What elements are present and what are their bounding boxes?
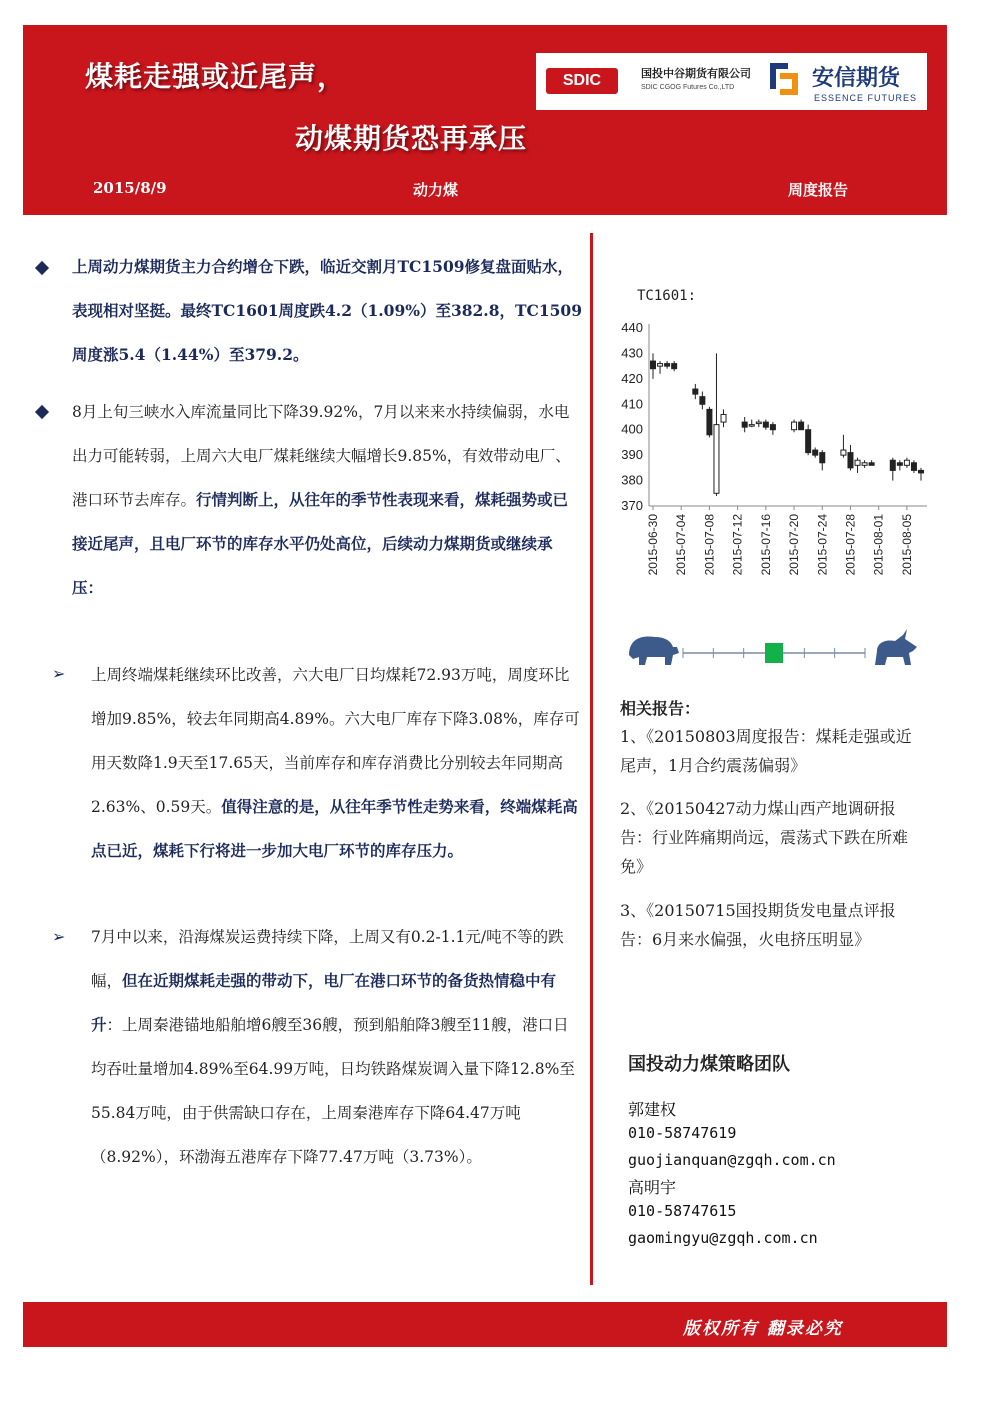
contact-email[interactable]: gaomingyu@zgqh.com.cn (628, 1229, 818, 1247)
candle-body (693, 389, 698, 394)
sentiment-marker (765, 643, 783, 663)
analysis-paragraph (72, 390, 577, 610)
candle-body (862, 463, 867, 466)
arrow-bullet-icon: ➢ (52, 664, 66, 683)
y-tick-label: 370 (621, 498, 643, 513)
candle-body (707, 409, 712, 434)
y-tick-label: 440 (621, 320, 643, 335)
x-tick-label: 2015-07-08 (702, 514, 717, 576)
essence-logo-cn: 安信期货 (812, 66, 901, 91)
report-category: 动力煤 (413, 181, 459, 199)
report-title-line2: 动煤期货恐再承压 (295, 122, 528, 155)
analysis-judgement: 行情判断上，从往年的季节性表现来看，煤耗强势或已接近尾声，且电厂环节的库存水平仍处高位，后续动力煤期货或继续承压： (72, 490, 569, 597)
candle-body (714, 425, 719, 494)
diamond-bullet-icon (35, 261, 49, 275)
analysis-text: 8月上旬三峡水入库流量同比下降39.92%，7月以来来水持续偏弱，水电出力可能转弱，上周六大电厂煤耗继续大幅增长9.85%，有效带动电厂、港口环节去库存。 (72, 403, 571, 509)
sdic-logo-en: SDIC CGOG Futures Co.,LTD (641, 84, 735, 91)
candle-body (890, 460, 895, 470)
y-tick-label: 430 (621, 345, 643, 361)
related-report-3[interactable]: 3、《20150715国投期货发电量点评报告：6月来水偏强，火电挤压明显》 (620, 901, 896, 949)
candle-body (799, 422, 804, 430)
x-tick-label: 2015-07-20 (787, 514, 802, 576)
candle-body (672, 364, 677, 369)
candle-body (651, 361, 656, 369)
related-reports-title: 相关报告： (620, 699, 701, 718)
bear-icon (629, 637, 679, 665)
sub-point-1 (91, 653, 581, 873)
summary-text: 上周动力煤期货主力合约增仓下跌，临近交割月TC1509修复盘面贴水，表现相对坚挺。最终TC1601周度跌4.2（1.09%）至382.8，TC1509周度涨5.4（1.44%）至379.2。 (72, 257, 583, 364)
candle-body (806, 430, 811, 453)
sub-point-2-text-a: 7月中以来，沿海煤炭运费持续下降，上周又有0.2-1.1元/吨不等的跌幅， (91, 928, 564, 990)
x-tick-label: 2015-06-30 (646, 514, 660, 576)
y-tick-label: 420 (621, 370, 643, 386)
candlestick-plot (597, 280, 932, 610)
sdic-logo-cn: 国投中谷期货有限公司 (641, 67, 751, 80)
page-footer (23, 1302, 947, 1347)
sentiment-scale (625, 625, 920, 675)
bull-icon (875, 629, 917, 665)
candle-body (911, 463, 916, 471)
candle-body (763, 422, 768, 427)
summary-paragraph (72, 245, 582, 377)
essence-logo (760, 53, 927, 110)
candle-body (855, 460, 860, 465)
candle-body (848, 453, 853, 468)
candle-body (792, 422, 797, 430)
y-tick-label: 410 (621, 396, 643, 412)
arrow-bullet-icon: ➢ (52, 927, 66, 946)
candle-body (869, 463, 874, 466)
x-tick-label: 2015-08-05 (899, 514, 914, 576)
team-title: 国投动力煤策略团队 (628, 1054, 790, 1075)
x-tick-label: 2015-07-28 (843, 514, 858, 576)
sdic-logo-mark: SDIC (546, 68, 618, 94)
x-tick-label: 2015-07-04 (674, 514, 689, 576)
contact-name: 高明宇 (628, 1178, 677, 1197)
candle-body (742, 422, 747, 427)
column-divider (590, 233, 593, 1285)
sub-point-2-emphasis: 但在近期煤耗走强的带动下，电厂在港口环节的备货热情稳中有升 (91, 971, 557, 1034)
x-tick-label: 2015-07-24 (815, 514, 830, 576)
candle-body (749, 425, 754, 427)
candle-body (700, 397, 705, 405)
y-tick-label: 400 (621, 421, 643, 437)
copyright-notice: 版权所有 翻录必究 (683, 1319, 843, 1339)
chart-title: TC1601: (637, 288, 697, 304)
contact-phone: 010-58747619 (628, 1124, 737, 1142)
diamond-bullet-icon (35, 405, 49, 419)
market-sentiment-indicator (625, 625, 920, 675)
sub-point-1-emphasis: 值得注意的是，从往年季节性走势来看，终端煤耗高点已近，煤耗下行将进一步加大电厂环节的库存压力。 (91, 797, 578, 860)
contact-email[interactable]: guojianquan@zgqh.com.cn (628, 1151, 836, 1169)
candle-body (756, 422, 761, 424)
y-tick-label: 380 (621, 472, 643, 488)
candle-body (770, 425, 775, 430)
essence-logo-en: ESSENCE FUTURES (814, 93, 918, 103)
tc1601-chart (597, 280, 932, 610)
sub-point-1-text: 上周终端煤耗继续环比改善，六大电厂日均煤耗72.93万吨，周度环比增加9.85%，较去年同期高4.89%。六大电厂库存下降3.08%，库存可用天数降1.9天至17.65天，当前库存和库存消费比分别较去年同期高2.63%、0.59天。 (91, 666, 580, 816)
related-report-1[interactable]: 1、《20150803周度报告：煤耗走强或近尾声，1月合约震荡偏弱》 (620, 727, 912, 775)
candle-body (721, 414, 726, 422)
report-type: 周度报告 (788, 181, 849, 199)
essence-logo-icon (766, 59, 802, 99)
report-date: 2015/8/9 (93, 179, 167, 197)
candle-body (820, 453, 825, 463)
candle-body (665, 364, 670, 367)
related-report-2[interactable]: 2、《20150427动力煤山西产地调研报告：行业阵痛期尚远，震荡式下跌在所难免》 (620, 799, 909, 876)
report-header (23, 25, 947, 215)
contact-name: 郭建权 (628, 1100, 677, 1119)
candle-body (813, 450, 818, 455)
contact-phone: 010-58747615 (628, 1202, 737, 1220)
candle-body (841, 450, 846, 455)
x-tick-label: 2015-07-16 (758, 514, 773, 576)
sub-point-2 (91, 915, 583, 1179)
y-tick-label: 390 (621, 447, 643, 463)
candle-body (897, 463, 902, 466)
candle-body (919, 470, 924, 473)
candle-body (658, 364, 663, 367)
candle-body (904, 460, 909, 465)
x-tick-label: 2015-07-12 (730, 514, 745, 576)
sub-point-2-text-b: ：上周秦港锚地船舶增6艘至36艘，预到船舶降3艘至11艘，港口日均吞吐量增加4.89%至64.99万吨，日均铁路煤炭调入量下降12.8%至55.84万吨，由于供需缺口存在，上周秦港库存下降64.47万吨（8.92%），环渤海五港库存下降77.47万吨（3.73%）。 (91, 1016, 575, 1166)
sdic-logo (536, 53, 765, 110)
report-title-line1: 煤耗走强或近尾声， (85, 60, 347, 93)
x-tick-label: 2015-08-01 (871, 514, 886, 576)
